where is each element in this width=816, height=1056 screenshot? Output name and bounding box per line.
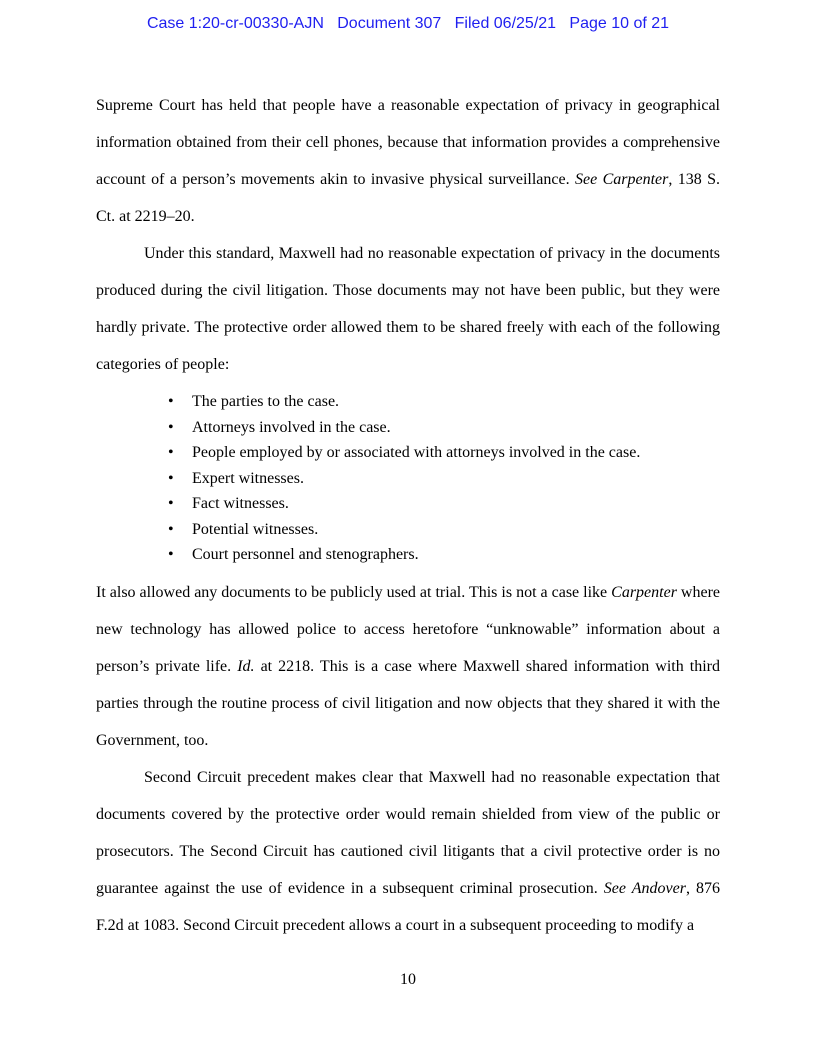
bullet-icon: • [168, 495, 174, 512]
paragraph-text: , 876 F.2d at 1083. Second Circuit precedent allows a court in a subsequent proceeding to modify a [96, 879, 720, 934]
bullet-icon: • [168, 520, 174, 538]
list-item-text: Attorneys involved in the case. [192, 418, 391, 436]
citation-carpenter: Carpenter [611, 583, 677, 601]
list-item [168, 466, 720, 492]
paragraph-standard: Under this standard, Maxwell had no reasonable expectation of privacy in the documents produced during the civil litigation. Those documents may not have been public, but they were hardly private. The protective order allowed them to be shared freely with each of the following categories of people: [96, 245, 720, 373]
list-item-text: Expert witnesses. [192, 469, 304, 487]
citation-reporter: , 138 S. Ct. at 2219–20. [96, 171, 720, 225]
bullet-icon: • [168, 393, 174, 410]
document-body [96, 87, 720, 944]
list-item-text: People employed by or associated with attorneys involved in the case. [192, 444, 641, 461]
paragraph-text: Second Circuit precedent makes clear that Maxwell had no reasonable expectation that documents covered by the protective order would remain shielded from view of the public or prosecutors. The Second Circuit has cautioned civil litigants that a civil protective order is no guarantee against the use of evidence in a subsequent criminal prosecution. [96, 768, 720, 897]
citation-see-carpenter: See Carpenter [574, 171, 669, 188]
bullet-icon: • [168, 469, 174, 487]
ecf-header [0, 14, 816, 34]
header-filed-date: Filed 06/25/21 [454, 15, 557, 32]
list-item [168, 542, 720, 568]
header-case-number: Case 1:20-cr-00330-AJN [146, 15, 324, 32]
list-item [168, 440, 720, 466]
bullet-icon: • [168, 444, 174, 461]
list-item-text: The parties to the case. [192, 393, 340, 410]
list-item-text: Potential witnesses. [192, 520, 319, 538]
page-number: 10 [400, 971, 416, 988]
paragraph-text: at 2218. This is a case where Maxwell shared information with third parties through the routine process of civil litigation and now objects that they shared it with the Government, too. [96, 657, 720, 749]
paragraph-second-circuit [96, 759, 720, 944]
header-document-number: Document 307 [337, 15, 442, 32]
list-item [168, 517, 720, 543]
list-item [168, 491, 720, 517]
paragraph-text: Supreme Court has held that people have a reasonable expectation of privacy in geographical information obtained from their cell phones, because that information provides a comprehensive account of a person’s movements akin to invasive physical surveillance. [96, 97, 720, 188]
list-item-text: Court personnel and stenographers. [192, 546, 419, 563]
paragraph-text: It also allowed any documents to be publicly used at trial. This is not a case like [96, 583, 612, 601]
list-item-text: Fact witnesses. [192, 495, 289, 512]
bullet-icon: • [168, 418, 174, 436]
list-item [168, 389, 720, 415]
bullet-icon: • [168, 546, 174, 563]
paragraph-carpenter-privacy [96, 87, 720, 235]
citation-id: Id. [237, 657, 255, 675]
categories-list [96, 389, 720, 568]
citation-see-andover: See Andover [603, 879, 686, 897]
header-page-count: Page 10 of 21 [569, 15, 670, 32]
paragraph-text: where new technology has allowed police to access heretofore “unknowable” information about a person’s private life. [96, 583, 721, 675]
paragraph-trial-use [96, 574, 720, 759]
list-item [168, 415, 720, 441]
